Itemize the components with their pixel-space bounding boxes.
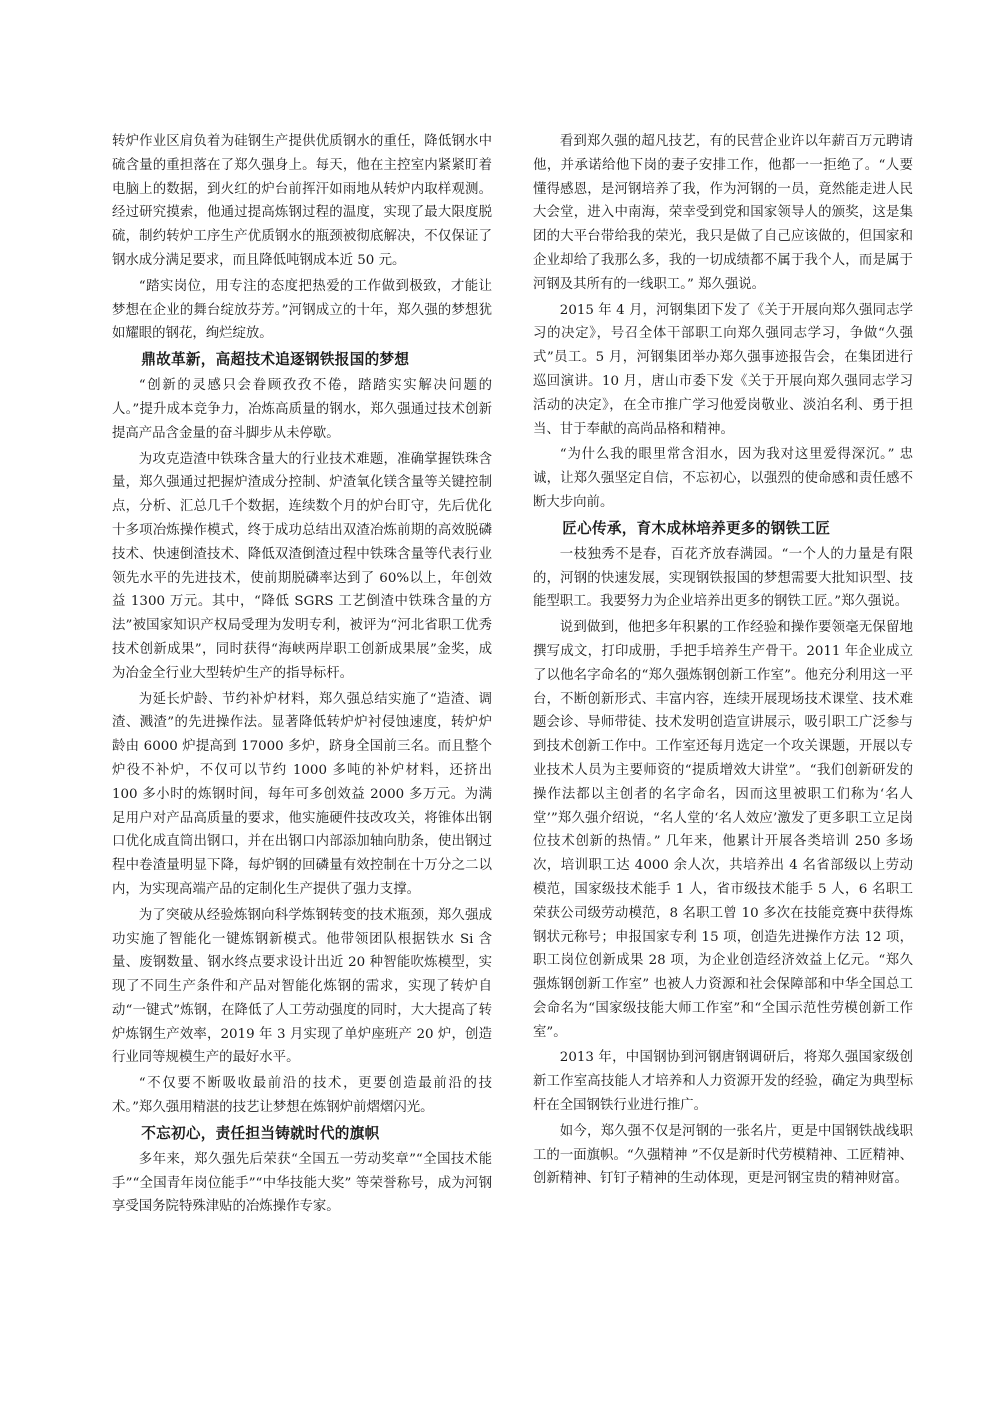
- section-heading: 匠心传承，育木成林培养更多的钢铁工匠: [562, 519, 831, 537]
- paragraph: “不仅要不断吸收最前沿的技术，更要创造最前沿的技术。”郑久强用精湛的技艺让梦想在炼钢炉前熠熠闪光。: [112, 1076, 492, 1116]
- left-column: [112, 130, 492, 1221]
- paragraph: 为了突破从经验炼钢向科学炼钢转变的技术瓶颈，郑久强成功实施了智能化一键炼钢新模式。他带领团队根据铁水 Si 含量、废钢数量、钢水终点要求设计出近 20 种智能吹炼模型，实现了不同生产条件和产品对智能化炼钢的需求，实现了转炉自动“一键式”炼钢，在降低了人工劳动强度的同时，大大提高了转炉炼钢生产效率，2019 年 3 月实现了单炉座班产 20 炉，创造行业同等规模生产的最好水平。: [112, 907, 492, 1066]
- section-heading: 鼎故革新，高超技术追逐钢铁报国的梦想: [141, 351, 410, 369]
- right-column: [533, 130, 913, 1193]
- paragraph: 如今，郑久强不仅是河钢的一张名片，更是中国钢铁战线职工的一面旗帜。“久强精神 ”不仅是新时代劳模精神、工匠精神、创新精神、钉钉子精神的生动体现，更是河钢宝贵的精神财富。: [533, 1123, 913, 1187]
- paragraph: “踏实岗位，用专注的态度把热爱的工作做到极致，才能让梦想在企业的舞台绽放芬芳。”河钢成立的十年，郑久强的梦想犹如耀眼的钢花，绚烂绽放。: [112, 278, 492, 342]
- paragraph: 为攻克造渣中铁珠含量大的行业技术难题，准确掌握铁珠含量，郑久强通过把握炉渣成分控制、炉渣氧化镁含量等关键控制点，分析、汇总几千个数据，连续数个月的炉台盯守，先后优化十多项冶炼操作模式，终于成功总结出双渣冶炼前期的高效脱磷技术、快速倒渣技术、降低双渣倒渣过程中铁珠含量等代表行业领先水平的先进技术，使前期脱磷率达到了 60%以上，年创效益 1300 万元。其中，“降低 SGRS 工艺倒渣中铁珠含量的方法”被国家知识产权局受理为发明专利，被评为“河北省职工优秀技术创新成果”，同时获得“海峡两岸职工创新成果展”金奖，成为冶金全行业大型转炉生产的指导标杆。: [112, 451, 492, 681]
- paragraph: 说到做到，他把多年积累的工作经验和操作要领毫无保留地撰写成文，打印成册，手把手培养生产骨干。2011 年企业成立了以他名字命名的“郑久强炼钢创新工作室”。他充分利用这一平台，不断创新形式、丰富内容，连续开展现场技术课堂、技术难题会诊、导师带徒、技术发明创造宣讲展示，吸引职工广泛参与到技术创新工作中。工作室还每月选定一个攻关课题，开展以专业技术人员为主要师资的“提质增效大讲堂”。“我们创新研发的操作法都以主创者的名字命名，因而这里被职工们称为‘名人堂’”郑久强介绍说，“名人堂的‘名人效应’激发了更多职工立足岗位技术创新的热情。” 几年来，他累计开展各类培训 250 多场次，培训职工达 4000 余人次，共培养出 4 名省部级以上劳动模范，国家级技术能手 1 人，省市级技术能手 5 人，6 名职工荣获公司级劳动模范，8 名职工曾 10 多次在技能竞赛中获得炼钢状元称号；申报国家专利 15 项，创造先进操作方法 12 项，职工岗位创新成果 28 项，为企业创造经济效益上亿元。“郑久强炼钢创新工作室” 也被人力资源和社会保障部和中华全国总工会命名为“国家级技能大师工作室”和“全国示范性劳模创新工作室”。: [533, 620, 913, 1040]
- paragraph: 2015 年 4 月，河钢集团下发了《关于开展向郑久强同志学习的决定》，号召全体干部职工向郑久强同志学习，争做“久强式”员工。5 月，河钢集团举办郑久强事迹报告会，在集团进行巡回演讲。10 月，唐山市委下发《关于开展向郑久强同志学习活动的决定》，在全市推广学习他爱岗敬业、淡泊名利、勇于担当、甘于奉献的高尚品格和精神。: [533, 302, 913, 437]
- paragraph: “为什么我的眼里常含泪水，因为我对这里爱得深沉。” 忠诚，让郑久强坚定自信，不忘初心，以强烈的使命感和责任感不断大步向前。: [533, 447, 913, 510]
- paragraph: 多年来，郑久强先后荣获“全国五一劳动奖章”“全国技术能手”“全国青年岗位能手”“中华技能大奖” 等荣誉称号，成为河钢享受国务院特殊津贴的冶炼操作专家。: [112, 1151, 492, 1215]
- paragraph: 为延长炉龄、节约补炉材料，郑久强总结实施了“造渣、调渣、溅渣”的先进操作法。显著降低转炉炉衬侵蚀速度，转炉炉龄由 6000 炉提高到 17000 多炉，跻身全国前三名。而且整个炉役不补炉，不仅可以节约 1000 多吨的补炉材料，还挤出 100 多小时的炼钢时间，每年可多创效益 2000 多万元。为满足用户对产品高质量的要求，他实施硬件技改攻关，将锥体出钢口优化成直筒出钢口，并在出钢口内部添加轴向肋条，使出钢过程中卷渣量明显下降，每炉钢的回磷量有效控制在十万分之二以内，为实现高端产品的定制化生产提供了强力支撑。: [112, 691, 492, 897]
- paragraph: 转炉作业区肩负着为硅钢生产提供优质钢水的重任，降低钢水中硫含量的重担落在了郑久强身上。每天，他在主控室内紧紧盯着电脑上的数据，到火红的炉台前挥汗如雨地从转炉内取样观测。经过研究摸索，他通过提高炼钢过程的温度，实现了最大限度脱硫，制约转炉工序生产优质钢水的瓶颈被彻底解决，不仅保证了钢水成分满足要求，而且降低吨钢成本近 50 元。: [112, 134, 492, 268]
- section-heading: 不忘初心，责任担当铸就时代的旗帜: [141, 1124, 380, 1142]
- paragraph: “创新的灵感只会眷顾孜孜不倦，踏踏实实解决问题的人。”提升成本竞争力，冶炼高质量的钢水，郑久强通过技术创新提高产品含金量的奋斗脚步从未停歇。: [112, 378, 492, 441]
- paragraph: 一枝独秀不是春，百花齐放春满园。“一个人的力量是有限的，河钢的快速发展，实现钢铁报国的梦想需要大批知识型、技能型职工。我要努力为企业培养出更多的钢铁工匠。”郑久强说。: [533, 546, 913, 610]
- paragraph: 看到郑久强的超凡技艺，有的民营企业许以年薪百万元聘请他，并承诺给他下岗的妻子安排工作，他都一一拒绝了。“人要懂得感恩，是河钢培养了我，作为河钢的一员，竟然能走进人民大会堂，进入中南海，荣幸受到党和国家领导人的颁奖，这是集团的大平台带给我的荣光，我只是做了自己应该做的，但国家和企业却给了我那么多，我的一切成绩都不属于我个人，而是属于河钢及其所有的一线职工。” 郑久强说。: [533, 134, 913, 292]
- paragraph: 2013 年，中国钢协到河钢唐钢调研后，将郑久强国家级创新工作室高技能人才培养和人力资源开发的经验，确定为典型标杆在全国钢铁行业进行推广。: [533, 1050, 913, 1114]
